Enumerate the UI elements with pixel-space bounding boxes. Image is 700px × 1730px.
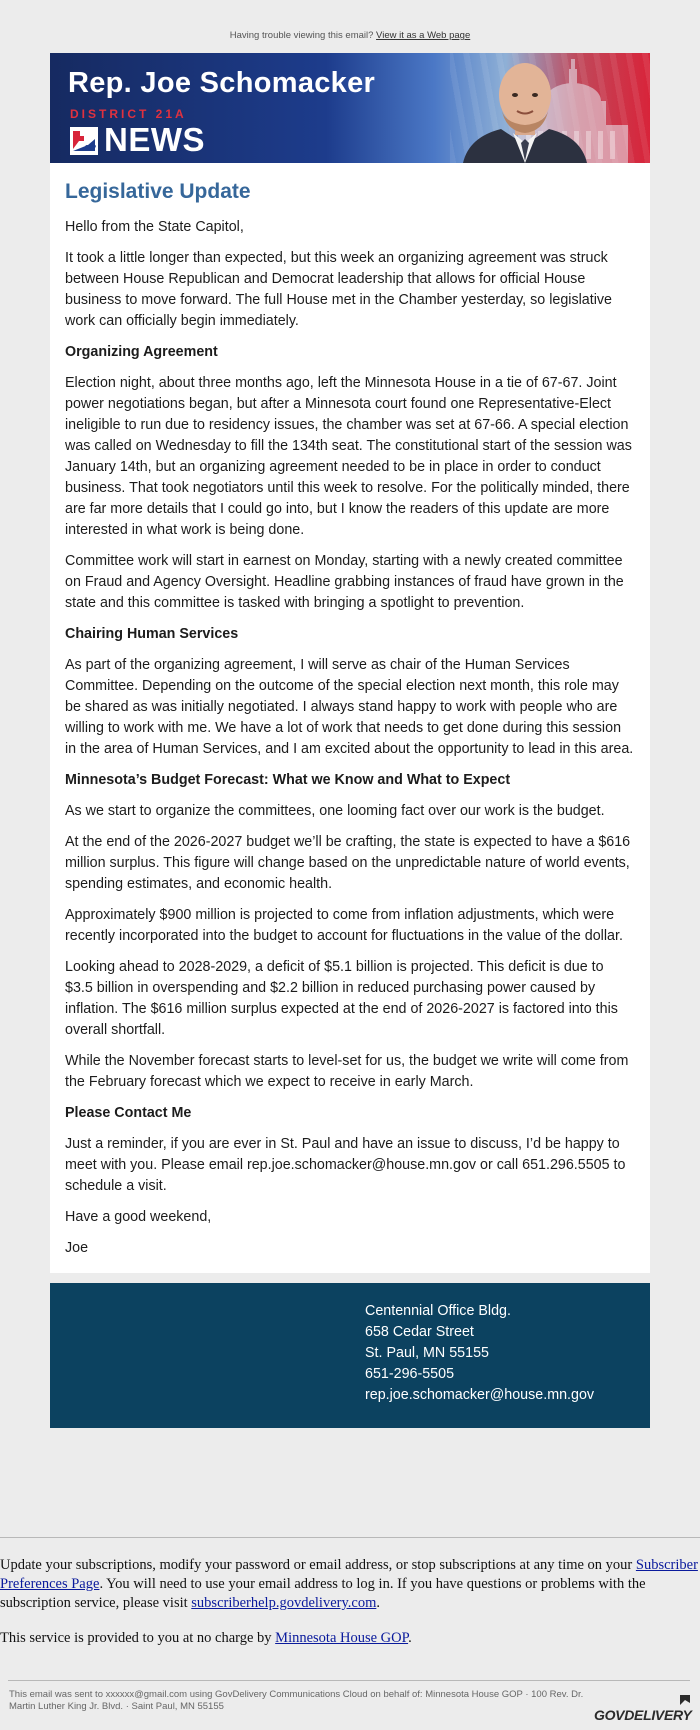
chairing-paragraph: As part of the organizing agreement, I will serve as chair of the Human Services Committee. Depending on the outcome of the special election next month, this role may be shared as was initially negotiated. I always stand happy to work with people who are willing to work with me. We have a lot of work that needs to get done during this session in the area of Human Services, and I am excited about the opportunity to lead in this area. [65, 657, 634, 757]
govdelivery-logo-text: GOVDELIVERY [594, 1707, 692, 1723]
subscription-text-1: Update your subscriptions, modify your password or email address, or stop subscriptions at any time on your [0, 1557, 636, 1573]
budget-paragraph-4: Looking ahead to 2028-2029, a deficit of $5.1 billion is projected. This deficit is due to $3.5 billion in overspending and $2.2 billion in reduced purchasing power caused by inflation. The $616 million surplus expected at the end of 2026-2027 is factored into this overall shortfall. [65, 959, 618, 1038]
preheader [0, 30, 700, 41]
heading-contact: Please Contact Me [65, 1105, 192, 1121]
sent-to-note: This email was sent to xxxxxx@gmail.com using GovDelivery Communications Cloud on behalf of: Minnesota House GOP · 100 Rev. Dr. Martin Luther King Jr. Blvd. · Saint Paul, MN 55155 [9, 1689, 584, 1712]
organizing-paragraph-2: Committee work will start in earnest on Monday, starting with a newly created committee on Fraud and Agency Oversight. Headline grabbing instances of fraud have grown in the state and this committee is tasked with bringing a spotlight to prevention. [65, 553, 624, 611]
contact-paragraph: Just a reminder, if you are ever in St. Paul and have an issue to discuss, I’d be happy to meet with you. Please email rep.joe.schomacker@house.mn.gov or call 651.296.5505 to schedule a visit. [65, 1136, 626, 1194]
view-web-page-link[interactable]: View it as a Web page [376, 30, 471, 41]
heading-chairing-human-services: Chairing Human Services [65, 626, 239, 642]
budget-paragraph-5: While the November forecast starts to level-set for us, the budget we write will come from the February forecast which we expect to receive in early March. [65, 1053, 629, 1090]
bottom-divider [8, 1680, 690, 1681]
minnesota-gop-logo-icon [70, 127, 98, 155]
heading-organizing-agreement: Organizing Agreement [65, 344, 218, 360]
signoff: Have a good weekend, [65, 1209, 212, 1225]
representative-portrait [455, 53, 595, 163]
intro-paragraph: It took a little longer than expected, but this week an organizing agreement was struck between House Republican and Democrat leadership that allows for official House business to move forward. The full House met in the Chamber yesterday, so legislative work can officially begin immediately. [65, 250, 612, 329]
header-banner [50, 53, 650, 163]
heading-budget-forecast: Minnesota’s Budget Forecast: What we Know and What to Expect [65, 772, 511, 788]
budget-paragraph-1: As we start to organize the committees, one looming fact over our work is the budget. [65, 803, 605, 819]
address-city: St. Paul, MN 55155 [365, 1345, 489, 1361]
email-container [50, 53, 650, 1428]
subscription-notice [0, 1556, 700, 1648]
subscription-paragraph [0, 1556, 700, 1613]
subscriber-help-link[interactable]: subscriberhelp.govdelivery.com [191, 1595, 377, 1611]
budget-paragraph-2: At the end of the 2026-2027 budget we’ll be crafting, the state is expected to have a $616 million surplus. This figure will change based on the unpredictable nature of world events, spending estimates, and economic health. [65, 834, 631, 892]
office-address-box [50, 1283, 650, 1428]
minnesota-house-gop-link[interactable]: Minnesota House GOP [275, 1630, 409, 1646]
service-paragraph [0, 1629, 700, 1648]
newsletter-title: Legislative Update [65, 180, 251, 203]
service-text-end: . [408, 1630, 412, 1646]
preheader-text: Having trouble viewing this email? [229, 30, 377, 41]
district-label: DISTRICT 21A [70, 107, 187, 121]
newsletter-body [50, 163, 650, 1273]
representative-name: Rep. Joe Schomacker [68, 67, 376, 99]
subscription-text-2: . You will need to use your email address to log in. If you have questions or problems with the subscription service, please visit [0, 1576, 646, 1611]
budget-paragraph-3: Approximately $900 million is projected to come from inflation adjustments, which were recently incorporated into the budget to account for fluctuations in the value of the dollar. [65, 907, 623, 944]
service-text: This service is provided to you at no charge by [0, 1630, 276, 1646]
address-email: rep.joe.schomacker@house.mn.gov [365, 1387, 595, 1403]
footer-divider [0, 1537, 700, 1538]
subscription-text-3: . [376, 1595, 380, 1611]
greeting: Hello from the State Capitol, [65, 219, 244, 235]
news-wordmark: NEWS [104, 121, 205, 158]
signature: Joe [65, 1240, 89, 1256]
address-street: 658 Cedar Street [365, 1324, 474, 1340]
address-building: Centennial Office Bldg. [365, 1303, 511, 1319]
subscriber-preferences-link[interactable]: Subscriber Preferences Page [0, 1557, 698, 1592]
address-phone: 651-296-5505 [365, 1366, 455, 1382]
organizing-paragraph-1: Election night, about three months ago, left the Minnesota House in a tie of 67-67. Joint power negotiations began, but after a Minnesota court found one Representative-Elect ineligible to run due to residency issues, the chamber was set at 67-66. A special election was called on Wednesday to fill the 134th seat. The constitutional start of the session was January 14th, but an organizing agreement needed to be in place in order to conduct business. That took negotiators until this week to resolve. For the politically minded, there are far more details that I could go into, but I know the readers of this update are more interested in what work is being done. [65, 375, 632, 538]
svg-text:GOP: GOP [85, 145, 97, 151]
